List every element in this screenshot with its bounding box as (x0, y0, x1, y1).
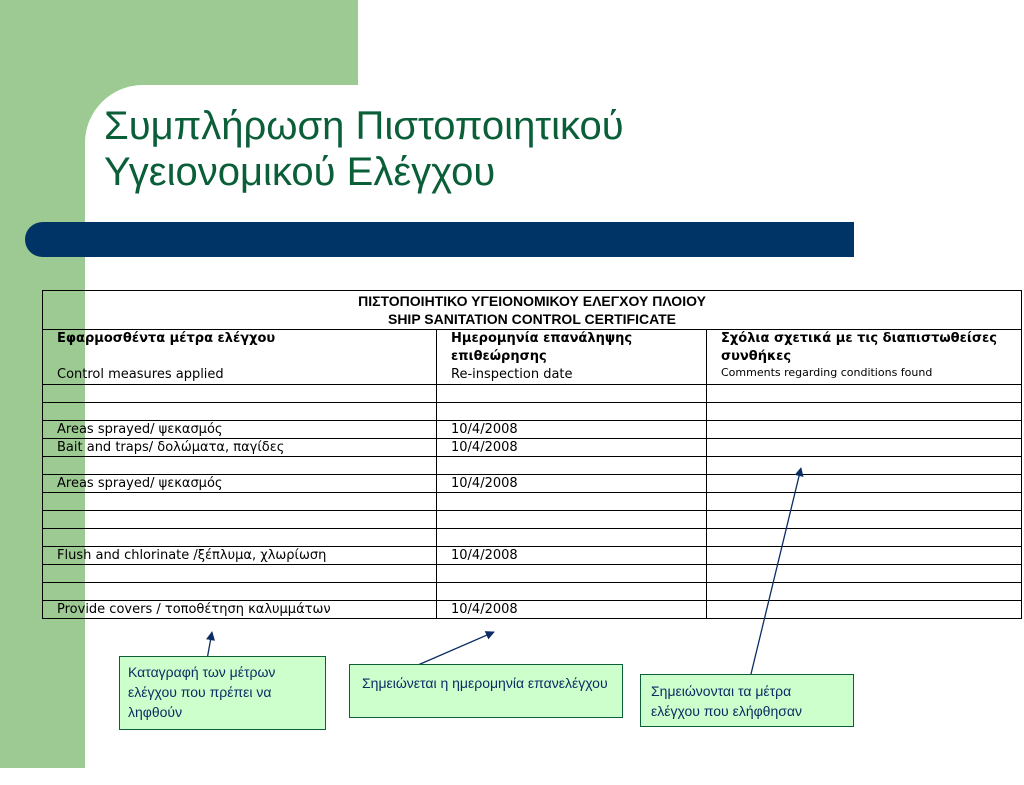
date-cell: 10/4/2008 (437, 601, 707, 619)
measure-cell: Provide covers / τοποθέτηση καλυμμάτων (43, 601, 437, 619)
column-header-gr: Ημερομηνία επανάληψης επιθεώρησης (451, 331, 633, 364)
date-cell: 10/4/2008 (437, 439, 707, 457)
measure-cell: Bait and traps/ δολώματα, παγίδες (43, 439, 437, 457)
arrow-to-date-column (418, 632, 494, 665)
certificate-title-gr: ΠΙΣΤΟΠΟΙΗΤΙΚΟ ΥΓΕΙΟΝΟΜΙΚΟΥ ΕΛΕΓΧΟΥ ΠΛΟΙΟΥ (358, 293, 706, 309)
measures-note-box (119, 656, 326, 730)
measure-cell: Areas sprayed/ ψεκασμός (43, 421, 437, 439)
date-cell: 10/4/2008 (437, 547, 707, 565)
comments-note-text: Σημειώνονται τα μέτρα ελέγχου που ελήφθησαν (651, 683, 802, 719)
column-header-gr: Σχόλια σχετικά με τις διαπιστωθείσες συνθήκες (721, 331, 997, 364)
slide-title-line-2: Υγειονομικού Ελέγχου (104, 150, 496, 194)
date-cell: 10/4/2008 (437, 475, 707, 493)
date-note-box (349, 664, 623, 718)
date-note-text: Σημειώνεται η ημερομηνία επανελέγχου (362, 675, 608, 691)
comments-note-box (640, 674, 854, 727)
arrow-to-comments-column (751, 468, 801, 674)
column-header-en: Control measures applied (57, 367, 224, 382)
column-header-en: Comments regarding conditions found (721, 366, 933, 379)
slide-title-line-1: Συμπλήρωση Πιστοποιητικού (104, 104, 624, 148)
date-cell: 10/4/2008 (437, 421, 707, 439)
column-header-gr: Εφαρμοσθέντα μέτρα ελέγχου (57, 331, 276, 346)
column-header-en: Re-inspection date (451, 367, 573, 382)
measure-cell: Areas sprayed/ ψεκασμός (43, 475, 437, 493)
certificate-title-en: SHIP SANITATION CONTROL CERTIFICATE (387, 311, 677, 327)
measure-cell: Flush and chlorinate /ξέπλυμα, χλωρίωση (43, 547, 437, 565)
measures-note-text: Καταγραφή των μέτρων ελέγχου που πρέπει να ληφθούν (128, 664, 276, 720)
